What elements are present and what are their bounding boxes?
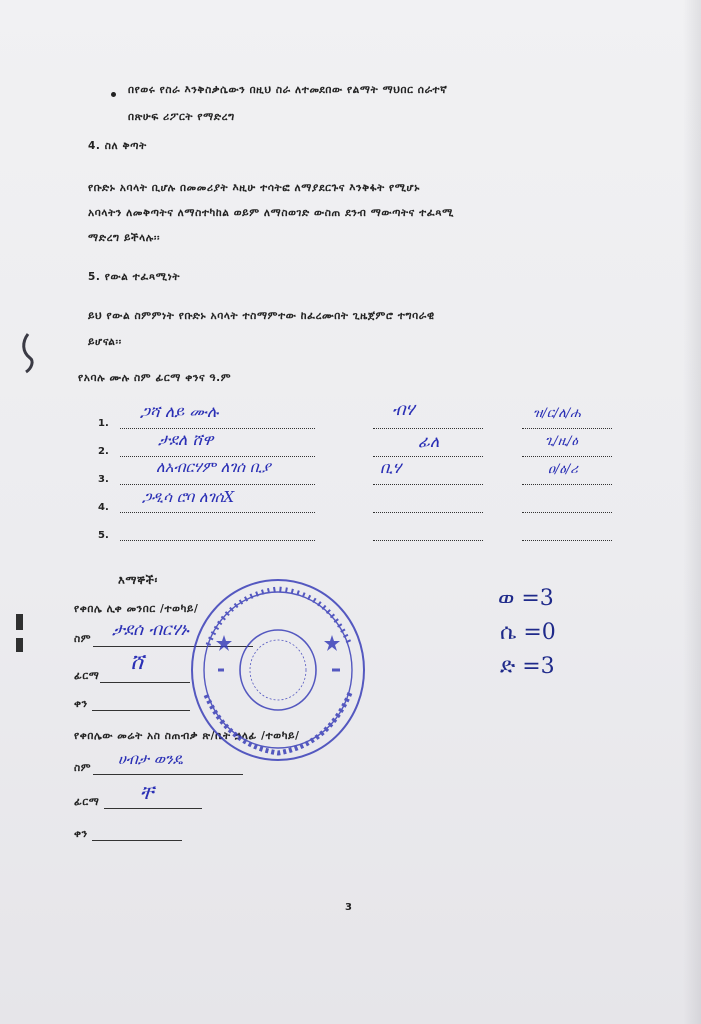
margin-mark-bottom <box>12 612 30 657</box>
section4-line-1: የቡድኑ አባላት ቢሆሉ በመመሪያት እዚሁ ተሳትፎ ለማያደርጉና እንቅፋት የሚሆኑ <box>88 182 420 194</box>
name-line <box>120 540 315 541</box>
tally-female: ሴ =0 <box>500 620 556 645</box>
witness2-name-handwritten: ሀብታ ወንዴ <box>118 750 183 768</box>
date-line <box>522 428 612 429</box>
tally-male: ወ =3 <box>498 586 554 611</box>
row-number: 4. <box>98 502 109 513</box>
bullet-line-2: በጽሁፍ ሪፖርት የማድረግ <box>128 111 235 123</box>
member-name-handwritten: ጋዲሳ ሮባ ለገሰX <box>142 488 235 506</box>
date-line <box>522 456 612 457</box>
official-seal-stamp <box>188 575 368 765</box>
section4-line-3: ማድረግ ይችላሉ፡፡ <box>88 232 161 244</box>
witness2-date-label: ቀን <box>74 828 88 840</box>
margin-mark-top <box>20 330 48 375</box>
row-number: 2. <box>98 446 109 457</box>
witness1-signature: ሸ <box>130 650 144 675</box>
page-edge-shadow <box>683 0 701 1024</box>
name-line <box>120 456 315 457</box>
section4-line-2: አባላትን ለመቅጣትና ለማስተካከል ወይም ለማስወገድ ውስጠ ደንብ ማውጣትና ተፈጻሚ <box>88 207 454 219</box>
section5-heading: 5. የውል ተፈጻሚነት <box>88 271 181 283</box>
row-number: 1. <box>98 418 109 429</box>
row-number: 3. <box>98 474 109 485</box>
member-name-handwritten: ጋሻ ለይ ሙሉ <box>140 402 219 421</box>
date-line <box>522 540 612 541</box>
page-number: 3 <box>345 902 352 913</box>
witness1-sign-line <box>100 682 190 683</box>
witness1-name-handwritten: ታደሰ ብርሃኑ <box>112 620 189 640</box>
signature-line <box>373 540 483 541</box>
section5-line-1: ይህ የውል ስምምነት የቡድኑ አባላት ተስማምተው ከፈረሙበት ጊዜጀምሮ ተግባራዊ <box>88 310 435 322</box>
witness2-name-line <box>93 774 243 775</box>
witnesses-heading: እማኞች፡ <box>118 573 158 587</box>
signature-line <box>373 428 483 429</box>
member-signature: ፊለ <box>418 432 440 451</box>
witness2-date-line <box>92 840 182 841</box>
section5-line-2: ይሆናል፡፡ <box>88 336 122 348</box>
witness2-signature: ቸ <box>140 780 154 804</box>
bullet-line-1: በየወሩ የስራ እንቅስቃሴውን በዚህ ስራ ለተመደበው የልማት ማህበር ሰራተኛ <box>128 84 448 96</box>
member-date: ጊ/ዚ/ዕ <box>545 434 578 449</box>
section4-heading: 4. ስለ ቅጣት <box>88 140 147 152</box>
row-number: 5. <box>98 530 109 541</box>
table-header: የአባሉ ሙሉ ስም ፊርማ ቀንና ዓ.ም <box>78 372 232 384</box>
member-name-handwritten: ለአብርሃም ለገሰ ቢያ <box>156 458 271 476</box>
witness2-sign-label: ፊርማ <box>74 796 100 808</box>
witness1-date-line <box>92 710 190 711</box>
date-line <box>522 512 612 513</box>
witness1-title: የቀበሌ ሊቀ መንበር /ተወካይ/ <box>74 603 199 615</box>
member-date: ዝ/ር/ለ/ሐ <box>533 406 581 421</box>
signature-line <box>373 484 483 485</box>
name-line <box>120 484 315 485</box>
member-signature: ቢሃ <box>380 458 402 477</box>
signature-line <box>373 512 483 513</box>
witness2-title: የቀበሌው መሬት አስ ስጠብቃ ጽ/ቤት ኃላፊ /ተወካይ/ <box>74 730 300 742</box>
signature-line <box>373 456 483 457</box>
name-line <box>120 428 315 429</box>
witness2-sign-line <box>104 808 202 809</box>
name-line <box>120 512 315 513</box>
witness2-name-label: ስም <box>74 762 92 774</box>
witness1-date-label: ቀን <box>74 698 88 710</box>
tally-total: ድ =3 <box>500 654 555 679</box>
date-line <box>522 484 612 485</box>
member-name-handwritten: ታደለ ሸዋ <box>158 430 214 449</box>
member-date: ዐ/ዕ/ሪ <box>548 462 578 477</box>
witness1-sign-label: ፊርማ <box>74 670 100 682</box>
bullet-point <box>111 92 116 97</box>
member-signature: ብሃ <box>392 400 415 420</box>
witness1-name-label: ስም <box>74 633 92 645</box>
